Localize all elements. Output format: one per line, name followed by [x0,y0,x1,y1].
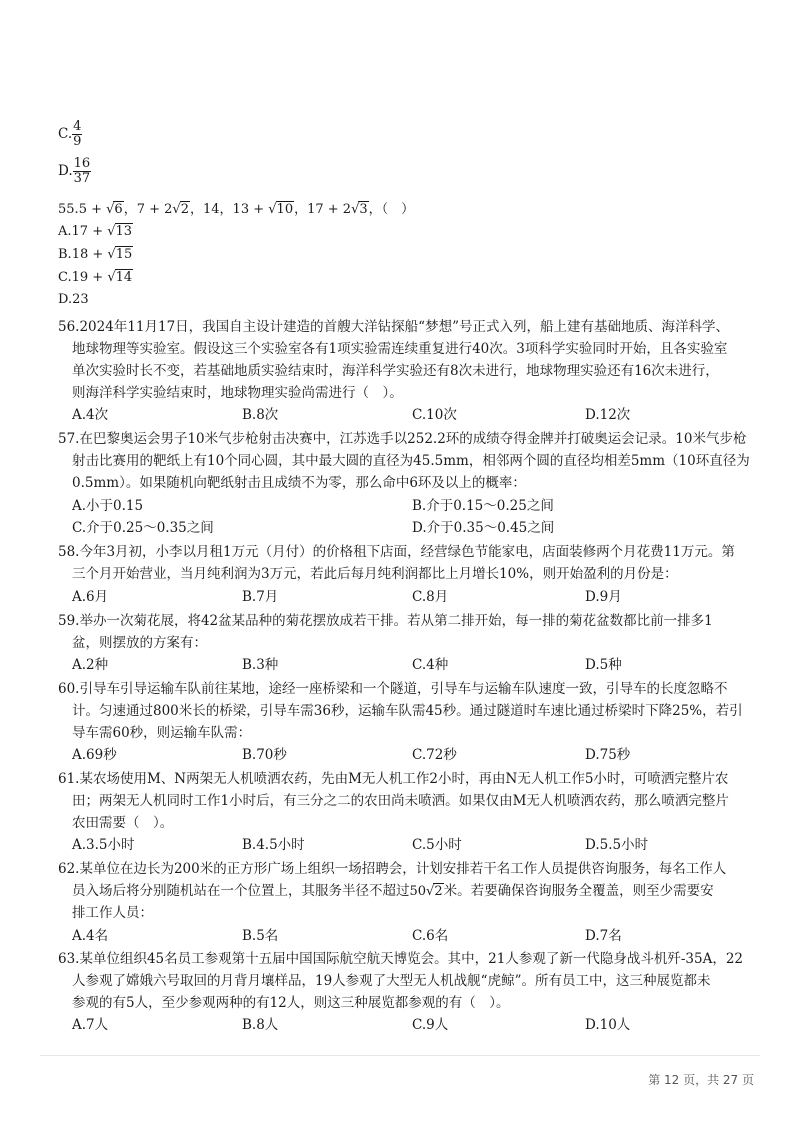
numerator: 4 [73,119,82,134]
stem-line: 农田需要（ ）。 [72,815,174,831]
q58-stem [58,541,758,585]
q60-options [72,743,672,763]
stem-line: 58.今年3月初，小李以月租1万元（月付）的价格租下店面，经营绿色节能家电，店面装修两个月花费11万元。第 [58,544,735,560]
q57-options-row2 [72,516,672,536]
term: ，14， [190,202,233,217]
option-d: D.5种 [585,657,622,673]
denominator: 9 [73,134,82,149]
option-a: A.4名 [72,928,109,944]
q62-options [72,924,672,944]
question-number: 55. [58,202,79,217]
stem-line: 田；两架无人机同时工作1小时后，有三分之二的农田尚未喷洒。如果仅由M无人机喷洒农药，那么喷洒完整片 [72,793,729,809]
stem-line: 盆，则摆放的方案有： [72,635,207,651]
stem-line: 导车需60秒，则运输车队需： [72,725,252,741]
page-number: 第 12 页，共 27 页 [648,1073,754,1087]
option-a: A.4次 [72,407,109,423]
radicand: 2 [180,202,189,217]
fraction [72,120,82,149]
option-b: B.70秒 [242,747,287,763]
option-d: D.75秒 [585,747,631,763]
q62-stem [58,858,758,924]
q63-stem [58,948,758,1014]
option-label: D. [58,163,73,179]
option-c: C.6名 [412,928,449,944]
coefficient: 50 [409,884,427,899]
option-c: C.介于0.25～0.35之间 [72,520,214,536]
term: 5 + [78,202,107,217]
stem-line: 60.引导车引导运输车队前往某地，途经一座桥梁和一个隧道，引导车与运输车队速度一致，引导车的长度忽略不 [58,681,728,697]
q61-stem [58,768,758,834]
radicand: 3 [359,202,368,217]
numerator: 16 [73,156,91,171]
q60-stem [58,678,758,744]
option-c: C.10次 [412,407,457,423]
q55-option-d [58,290,89,310]
sqrt: √10 [268,202,294,217]
term: 17 + 2 [307,202,352,217]
stem-line: 人参观了嫦娥六号取回的月背月壤样品，19人参观了大型无人机战舰“虎鲸”。所有员工中，这三种展览都未 [72,973,711,989]
option-c: C.5小时 [412,837,462,853]
stem-line: 三个月开始营业，当月纯利润为3万元，若此后每月纯利润都比上月增长10%，则开始盈利的月份是： [72,566,678,582]
radicand: 10 [276,202,294,217]
term: 7 + 2 [136,202,173,217]
radicand: 6 [114,202,123,217]
stem-line: 56.2024年11月17日，我国自主设计建造的首艘大洋钻探船“梦想”号正式入列，船上建有基础地质、海洋科学、 [58,319,729,335]
stem-line: 地球物理等实验室。假设这三个实验室各有1项实验需连续重复进行40次。3项科学实验同时开始，且各实验室 [72,341,728,357]
option-b: B.8人 [242,1017,279,1033]
option-d: D.12次 [585,407,631,423]
stem-line: 59.举办一次菊花展，将42盆某品种的菊花摆放成若干排。若从第二排开始，每一排的菊花盆数都比前一排多1 [58,613,713,629]
option-d: D.7名 [585,928,622,944]
radicand: 15 [115,247,133,262]
q56-stem [58,316,758,404]
option-c: C.4种 [412,657,449,673]
option-label: A. [58,224,72,239]
q55-option-b [58,245,133,265]
option-b: B.8次 [242,407,279,423]
option-a: A.2种 [72,657,109,673]
q59-options [72,653,672,673]
option-b: B.4.5小时 [242,837,305,853]
q55-option-c [58,268,133,288]
sqrt: √6 [106,202,123,217]
stem-line: 62.某单位在边长为200米的正方形广场上组织一场招聘会，计划安排若干名工作人员提供咨询服务，每名工作人 [58,861,727,877]
sqrt: √15 [107,247,133,262]
stem-line: 射击比赛用的靶纸上有10个同心圆，其中最大圆的直径为45.5mm，相邻两个圆的直径均相差5mm（10环直径为 [72,453,750,469]
q57-stem [58,428,758,494]
option-label: D. [58,292,73,307]
sqrt: √2 [426,884,443,899]
footer-divider [40,1055,760,1056]
q54-option-c [58,120,82,149]
stem-line: 参观的有5人，至少参观两种的有12人，则这三种展览都参观的有（ ）。 [72,995,510,1011]
option-a: A.69秒 [72,747,117,763]
stem-line: 0.5mm）。如果随机向靶纸射击且成绩不为零，那么命中6环及以上的概率： [72,475,526,491]
term: 19 + [71,270,108,285]
option-c: C.8月 [412,589,449,605]
term: 23 [72,292,89,307]
radicand: 14 [115,270,133,285]
denominator: 37 [73,171,91,186]
option-b: B.3种 [242,657,279,673]
term: 13 + [232,202,269,217]
stem-line: 则海洋科学实验结束时，地球物理实验尚需进行（ ）。 [72,385,403,401]
option-label: C. [58,126,73,142]
option-d: D.9月 [585,589,622,605]
stem-line: 63.某单位组织45名员工参观第十五届中国国际航空航天博览会。其中，21人参观了新一代隐身战斗机歼-35A，22 [58,951,743,967]
sqrt: √3 [351,202,368,217]
term: 17 + [71,224,108,239]
option-b: B.介于0.15～0.25之间 [412,498,554,514]
q59-stem [58,610,758,654]
option-c: C.9人 [412,1017,449,1033]
q61-options [72,833,672,853]
option-label: C. [58,270,72,285]
separator: ， [294,202,308,217]
option-a: A.小于0.15 [72,498,144,514]
option-b: B.7月 [242,589,279,605]
option-label: B. [58,247,72,262]
separator: ， [123,202,137,217]
stem-line [58,880,758,902]
q57-options-row1 [72,494,672,514]
radicand: 13 [115,224,133,239]
option-a: A.3.5小时 [72,837,135,853]
option-b: B.5名 [242,928,279,944]
q56-options [72,403,672,423]
q54-option-d [58,157,91,186]
q63-options [72,1013,672,1033]
sqrt: √2 [172,202,189,217]
stem-line: 单次实验时长不变，若基础地质实验结束时，海洋科学实验还有8次未进行，地球物理实验还有16次未进行， [72,363,719,379]
term: 18 + [71,247,108,262]
option-d: D.10人 [585,1017,631,1033]
option-d: D.介于0.35～0.45之间 [412,520,555,536]
answer-blank: ，（ ） [368,202,415,217]
stem-line: 61.某农场使用M、N两架无人机喷洒农药，先由M无人机工作2小时，再由N无人机工作5小时，可喷洒完整片农 [58,771,729,787]
q55-stem [58,200,414,220]
radicand: 2 [434,884,443,899]
option-a: A.7人 [72,1017,109,1033]
stem-text: 米。若要确保咨询服务全覆盖，则至少需要安 [443,883,714,899]
stem-line: 计。匀速通过800米长的桥梁，引导车需36秒，运输车队需45秒。通过隧道时车速比通过桥梁时下降25%，若引 [72,703,743,719]
option-d: D.5.5小时 [585,837,649,853]
q55-option-a [58,222,133,242]
stem-text: 员入场后将分别随机站在一个位置上，其服务半径不超过 [72,883,410,899]
stem-line: 57.在巴黎奥运会男子10米气步枪射击决赛中，江苏选手以252.2环的成绩夺得金牌并打破奥运会记录。10米气步枪 [58,431,747,447]
fraction [73,157,92,186]
stem-line: 排工作人员： [72,905,153,921]
option-c: C.72秒 [412,747,457,763]
sqrt: √13 [107,224,133,239]
sqrt: √14 [107,270,133,285]
option-a: A.6月 [72,589,109,605]
q58-options [72,585,672,605]
